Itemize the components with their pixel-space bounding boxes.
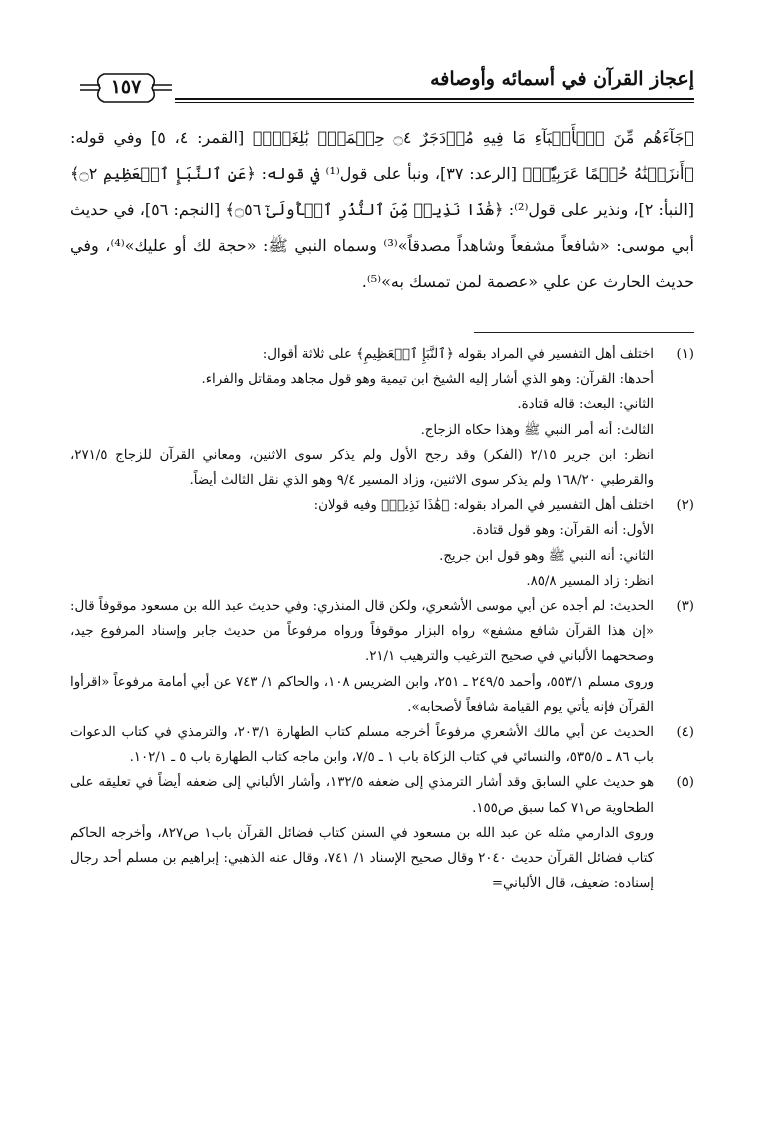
footnote-line: الثاني: البعث: قاله قتادة. — [517, 397, 654, 413]
footnote-separator — [474, 332, 694, 333]
footnote-3 — [70, 594, 694, 720]
footnote-line: انظر: زاد المسير ٨٥/٨. — [526, 573, 654, 589]
footnote-number: (١) — [676, 347, 694, 362]
footnote-4 — [70, 720, 694, 770]
page-header — [70, 62, 694, 126]
footnotes — [70, 342, 694, 896]
page-number: ١٥٧ — [110, 76, 142, 98]
footnote-line: الثالث: أنه أمر النبي ﷺ وهذا حكاه الزجاج. — [420, 422, 654, 438]
footnote-number: (٢) — [676, 498, 694, 514]
footnote-number: (٤) — [676, 725, 694, 741]
footnote-number: (٥) — [676, 775, 694, 791]
footnote-line: هو حديث علي السابق وقد أشار الترمذي إلى ضعفه ١٣٢/٥، وأشار الألباني إلى ضعفه أيضاً في تعليقه على الطحاوية ص٧١ كما سبق ص١٥٥. — [70, 775, 655, 816]
footnote-5 — [70, 770, 694, 896]
footnote-line: الأول: أنه القرآن: وهو قول قتادة. — [472, 523, 654, 539]
header-rule — [175, 98, 694, 103]
footnote-line: وروى مسلم ٥٥٣/١، وأحمد ٢٤٩/٥ ـ ٢٥١، وابن الضريس ١٠٨، والحاكم ١/ ٧٤٣ عن أبي أمامة مرفوعاً «اقرأوا القرآن فإنه يأتي يوم القيامة شافعاً لأصحابه». — [70, 674, 654, 715]
footnote-line: اختلف أهل التفسير في المراد بقوله ﴿ٱلنَّبَإِ ٱلۡعَظِيمِ﴾ على ثلاثة أقوال: — [262, 347, 654, 362]
footnote-line: وروى الدارمي مثله عن عبد الله بن مسعود في السنن كتاب فضائل القرآن باب١ ص٨٢٧، وأخرجه الحاكم كتاب فضائل القرآن حديث ٢٠٤٠ وقال صحيح الإسناد ١/ ٧٤١، وقال عنه الذهبي: إبراهيم بن مسلم أحد رجال إسناده: ضعيف، قال الألباني= — [70, 825, 654, 892]
footnote-1 — [70, 342, 694, 493]
running-title: إعجاز القرآن في أسمائه وأوصافه — [430, 68, 694, 90]
footnote-line: الثاني: أنه النبي ﷺ وهو قول ابن جريج. — [439, 548, 654, 564]
footnote-2 — [70, 493, 694, 594]
footnote-line: انظر: ابن جرير ٢/١٥ (الفكر) وقد رجح الأول ولم يذكر سوى الاثنين، ومعاني القرآن للزجاج ٢٧١/٥، والقرطبي ١٦٨/٢٠ ولم يذكر سوى الاثنين، وزاد المسير ٩/٤ وهو الذي نقل الثالث أيضاً. — [70, 447, 654, 489]
footnote-line: الحديث عن أبي مالك الأشعري مرفوعاً أخرجه مسلم كتاب الطهارة ٢٠٣/١، والترمذي في كتاب الدعوات باب ٨٦ ـ ٥٣٥/٥، والنسائي في كتاب الزكاة باب ١ ـ ٧/٥، وابن ماجه كتاب الطهارة باب ٥ ـ ١٠٢/١. — [70, 725, 654, 766]
main-paragraph: ﴿جَآءَهُم مِّنَ ٱلۡأَنۢبَآءِ مَا فِيهِ مُزۡدَجَرٌ ۝٤ حِكۡمَةُۢ بَٰلِغَةٞۖ﴾ [القمر: ٤، ٥] وفي قوله: ﴿أَنزَلۡنَٰهُ حُكۡمًا عَرَبِيّٗاۚ﴾ [الرعد: ٣٧]، ونبأ على قول⁽¹⁾ في قوله: ﴿عَنِ ٱلنَّبَإِ ٱلۡعَظِيمِ ۝٢﴾ [النبأ: ٢]، ونذير على قول⁽²⁾: ﴿هَٰذَا نَذِيرٞ مِّنَ ٱلنُّذُرِ ٱلۡأُولَىٰٓ ۝٥٦﴾ [النجم: ٥٦]، في حديث أبي موسى: «شافعاً مشفعاً وشاهداً مصدقاً»⁽³⁾ وسماه النبي ﷺ: «حجة لك أو عليك»⁽⁴⁾، وفي حديث الحارث عن علي «عصمة لمن تمسك به»⁽⁵⁾. — [70, 128, 695, 291]
footnote-line: أحدها: القرآن: وهو الذي أشار إليه الشيخ ابن تيمية وهو قول مجاهد ومقاتل والفراء. — [201, 372, 654, 388]
footnote-number: (٣) — [676, 599, 694, 615]
footnote-line: الحديث: لم أجده عن أبي موسى الأشعري، ولكن قال المنذري: وفي حديث عبد الله بن مسعود موقوفاً قال: «إن هذا القرآن شافع مشفع» رواه البزار موقوفاً ورواه مرفوعاً من حديث جابر وإسناد المرفوع جيد، وصححهما الألباني في صحيح الترغيب والترهيب ٢١/١. — [70, 599, 654, 665]
page-number-badge — [80, 68, 172, 108]
footnote-line: اختلف أهل التفسير في المراد بقوله: ﴿هَٰذَا نَذِيرٞ﴾ وفيه قولان: — [313, 498, 654, 514]
